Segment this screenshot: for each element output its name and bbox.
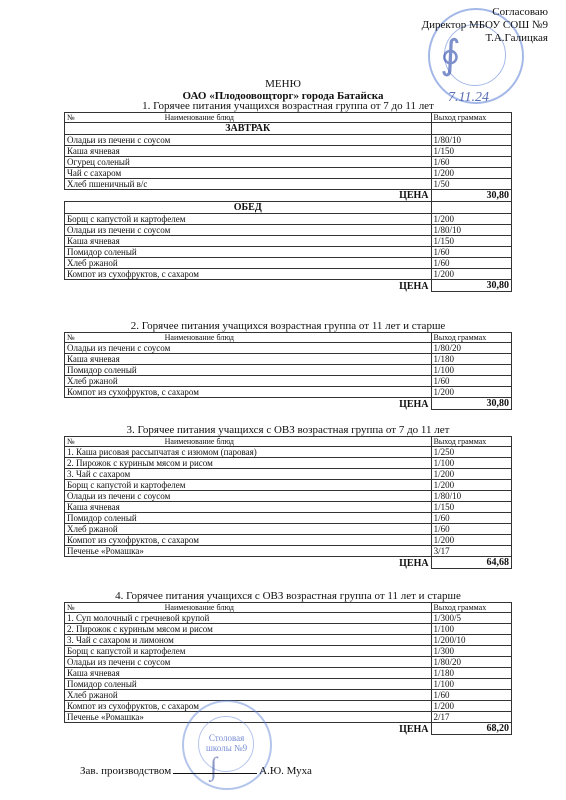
dish-yield: 1/60 xyxy=(431,258,511,269)
approval-signature: ∮ xyxy=(440,32,461,78)
dish-name: 2. Пирожок с куриным мясом и рисом xyxy=(65,458,432,469)
table-header-row xyxy=(65,113,512,123)
header-yield: Выход граммах xyxy=(431,603,511,613)
header-name: № Наименование блюд xyxy=(65,113,432,123)
table-row xyxy=(65,365,512,376)
table-row xyxy=(65,524,512,535)
dish-yield: 1/200 xyxy=(431,701,511,712)
footer-role: Зав. производством xyxy=(80,765,172,777)
dish-yield: 1/60 xyxy=(431,376,511,387)
dish-name: Помидор соленый xyxy=(65,513,432,524)
dish-name: 3. Чай с сахаром xyxy=(65,469,432,480)
dish-name: Каша ячневая xyxy=(65,502,432,513)
dish-yield: 1/180 xyxy=(431,668,511,679)
table-row xyxy=(65,225,512,236)
price-label: ЦЕНА xyxy=(65,398,432,410)
header-name: № Наименование блюд xyxy=(65,333,432,343)
stamp-line-1: Столовая xyxy=(208,733,245,743)
dish-name: Чай с сахаром xyxy=(65,168,432,179)
dish-yield: 1/200 xyxy=(431,168,511,179)
table-row xyxy=(65,646,512,657)
section-3-heading: 3. Горячее питания учащихся с ОВЗ возрастная группа от 7 до 11 лет xyxy=(126,424,450,436)
dish-yield: 3/17 xyxy=(431,546,511,557)
table-row xyxy=(65,376,512,387)
dish-name: Помидор соленый xyxy=(65,365,432,376)
header-yield: Выход граммах xyxy=(431,437,511,447)
dish-yield: 1/80/10 xyxy=(431,135,511,146)
dish-yield: 1/250 xyxy=(431,447,511,458)
dish-yield: 1/300/5 xyxy=(431,613,511,624)
category-row xyxy=(65,202,512,214)
table-row xyxy=(65,635,512,646)
dish-name: 1. Суп молочный с гречневой крупой xyxy=(65,613,432,624)
section-1-heading: 1. Горячее питания учащихся возрастная группа от 7 до 11 лет xyxy=(142,100,434,112)
table-row xyxy=(65,613,512,624)
title-line-1: МЕНЮ xyxy=(265,78,301,90)
category-row xyxy=(65,123,512,135)
price-value: 68,20 xyxy=(431,723,511,735)
price-label: ЦЕНА xyxy=(65,280,432,292)
table-row xyxy=(65,157,512,168)
table-row xyxy=(65,343,512,354)
price-value: 30,80 xyxy=(431,398,511,410)
document-title xyxy=(0,78,566,102)
dish-name: Помидор соленый xyxy=(65,679,432,690)
dish-name: Каша ячневая xyxy=(65,146,432,157)
dish-yield: 1/50 xyxy=(431,179,511,190)
table-header-row xyxy=(65,603,512,613)
table-row xyxy=(65,480,512,491)
price-value: 30,80 xyxy=(431,190,511,202)
table-row xyxy=(65,513,512,524)
dish-name: Печенье «Ромашка» xyxy=(65,712,432,723)
title-line-2: ОАО «Плодоовощторг» города Батайска xyxy=(182,90,384,102)
footer-name: А.Ю. Муха xyxy=(259,765,312,777)
dish-name: Каша ячневая xyxy=(65,354,432,365)
dish-name: Компот из сухофруктов, с сахаром xyxy=(65,535,432,546)
dish-name: Хлеб ржаной xyxy=(65,258,432,269)
dish-name: Компот из сухофруктов, с сахаром xyxy=(65,269,432,280)
table-row xyxy=(65,135,512,146)
dish-name: 1. Каша рисовая рассыпчатая с изюмом (паровая) xyxy=(65,447,432,458)
dish-yield: 1/200 xyxy=(431,387,511,398)
price-label: ЦЕНА xyxy=(65,723,432,735)
category-label: ЗАВТРАК xyxy=(65,123,432,135)
approval-line-3: Т.А.Галицкая xyxy=(485,32,548,44)
table-row xyxy=(65,502,512,513)
table-row xyxy=(65,712,512,723)
dish-yield: 1/100 xyxy=(431,365,511,376)
header-name: № Наименование блюд xyxy=(65,437,432,447)
table-row xyxy=(65,491,512,502)
dish-yield: 2/17 xyxy=(431,712,511,723)
table-row xyxy=(65,447,512,458)
dish-name: Каша ячневая xyxy=(65,668,432,679)
price-row xyxy=(65,398,512,410)
dish-yield: 1/60 xyxy=(431,157,511,168)
approval-line-1: Согласоваю xyxy=(492,6,548,18)
dish-yield: 1/100 xyxy=(431,679,511,690)
table-row xyxy=(65,679,512,690)
dish-name: 2. Пирожок с куриным мясом и рисом xyxy=(65,624,432,635)
table-row xyxy=(65,236,512,247)
table-row xyxy=(65,354,512,365)
dish-yield: 1/60 xyxy=(431,524,511,535)
table-row xyxy=(65,469,512,480)
dish-name: Хлеб ржаной xyxy=(65,524,432,535)
dish-name: Оладьи из печени с соусом xyxy=(65,225,432,236)
dish-yield: 1/80/10 xyxy=(431,225,511,236)
section-1-table xyxy=(64,112,512,292)
manager-signature: ∫ xyxy=(210,752,218,781)
table-row xyxy=(65,247,512,258)
dish-yield: 1/80/20 xyxy=(431,657,511,668)
dish-name: Оладьи из печени с соусом xyxy=(65,657,432,668)
section-2-heading: 2. Горячее питания учащихся возрастная группа от 11 лет и старше xyxy=(130,320,446,332)
dish-name: 3. Чай с сахаром и лимоном xyxy=(65,635,432,646)
header-yield: Выход граммах xyxy=(431,333,511,343)
dish-yield: 1/100 xyxy=(431,458,511,469)
dish-yield: 1/200 xyxy=(431,269,511,280)
dish-yield: 1/200 xyxy=(431,480,511,491)
dish-yield: 1/200 xyxy=(431,535,511,546)
dish-name: Борщ с капустой и картофелем xyxy=(65,214,432,225)
table-header-row xyxy=(65,333,512,343)
dish-name: Оладьи из печени с соусом xyxy=(65,343,432,354)
category-label: ОБЕД xyxy=(65,202,432,214)
dish-yield: 1/80/20 xyxy=(431,343,511,354)
dish-name: Каша ячневая xyxy=(65,236,432,247)
dish-name: Компот из сухофруктов, с сахаром xyxy=(65,387,432,398)
header-name: № Наименование блюд xyxy=(65,603,432,613)
table-row xyxy=(65,701,512,712)
price-value: 64,68 xyxy=(431,557,511,569)
dish-name: Компот из сухофруктов, с сахаром xyxy=(65,701,432,712)
price-label: ЦЕНА xyxy=(65,190,432,202)
price-label: ЦЕНА xyxy=(65,557,432,569)
table-row xyxy=(65,458,512,469)
dish-yield: 1/200 xyxy=(431,469,511,480)
dish-yield: 1/60 xyxy=(431,513,511,524)
table-row xyxy=(65,179,512,190)
dish-yield: 1/200/10 xyxy=(431,635,511,646)
dish-yield: 1/150 xyxy=(431,146,511,157)
dish-name: Оладьи из печени с соусом xyxy=(65,135,432,146)
price-row xyxy=(65,190,512,202)
dish-name: Печенье «Ромашка» xyxy=(65,546,432,557)
approval-block xyxy=(422,6,548,45)
section-2-table xyxy=(64,332,512,410)
dish-name: Оладьи из печени с соусом xyxy=(65,491,432,502)
table-row xyxy=(65,168,512,179)
price-row xyxy=(65,280,512,292)
table-row xyxy=(65,657,512,668)
table-row xyxy=(65,624,512,635)
section-3-table xyxy=(64,436,512,569)
table-row xyxy=(65,668,512,679)
dish-name: Борщ с капустой и картофелем xyxy=(65,646,432,657)
dish-yield: 1/60 xyxy=(431,690,511,701)
table-row xyxy=(65,258,512,269)
table-row xyxy=(65,269,512,280)
stamp-line-2: школы №9 xyxy=(206,743,248,753)
dish-name: Огурец соленый xyxy=(65,157,432,168)
footer xyxy=(80,765,312,777)
dish-yield: 1/180 xyxy=(431,354,511,365)
dish-name: Хлеб пшеничный в/с xyxy=(65,179,432,190)
dish-yield: 1/150 xyxy=(431,236,511,247)
dish-yield: 1/200 xyxy=(431,214,511,225)
section-4-heading: 4. Горячее питания учащихся с ОВЗ возрастная группа от 11 лет и старше xyxy=(115,590,461,602)
dish-name: Хлеб ржаной xyxy=(65,376,432,387)
table-row xyxy=(65,546,512,557)
canteen-stamp-text xyxy=(206,733,247,753)
table-row xyxy=(65,146,512,157)
price-value: 30,80 xyxy=(431,280,511,292)
dish-yield: 1/150 xyxy=(431,502,511,513)
dish-yield: 1/80/10 xyxy=(431,491,511,502)
dish-name: Хлеб ржаной xyxy=(65,690,432,701)
section-4-table xyxy=(64,602,512,735)
table-row xyxy=(65,690,512,701)
price-row xyxy=(65,723,512,735)
approval-date: 7.11.24 xyxy=(448,90,489,105)
table-header-row xyxy=(65,437,512,447)
table-row xyxy=(65,387,512,398)
dish-yield: 1/100 xyxy=(431,624,511,635)
table-row xyxy=(65,214,512,225)
price-row xyxy=(65,557,512,569)
approval-line-2: Директор МБОУ СОШ №9 xyxy=(421,19,548,31)
dish-yield: 1/300 xyxy=(431,646,511,657)
dish-name: Помидор соленый xyxy=(65,247,432,258)
table-row xyxy=(65,535,512,546)
dish-yield: 1/60 xyxy=(431,247,511,258)
dish-name: Борщ с капустой и картофелем xyxy=(65,480,432,491)
header-yield: Выход граммах xyxy=(431,113,511,123)
